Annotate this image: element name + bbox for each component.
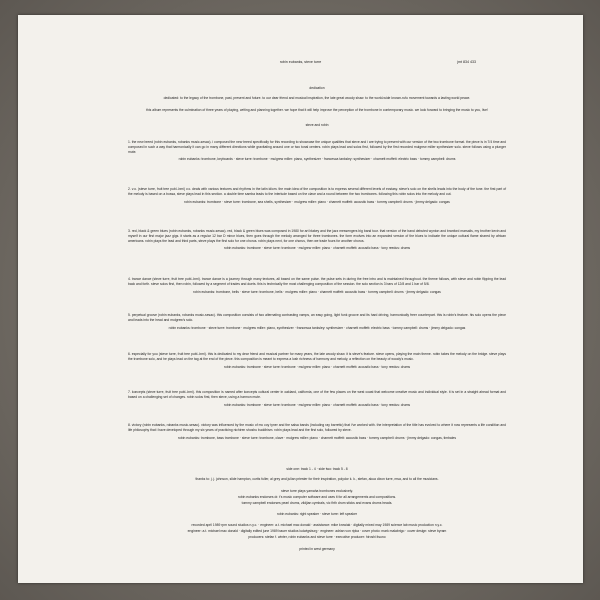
track-6: [128, 352, 506, 369]
track-description: 7. koncepts (steve turre, fruit tree publ.-bmi). this composition is named after koncepts cultural center in oakland, california, one of the few places on the west coast that welcome creative music and individual style. it is set in a straight ahead format and based on a challenging set of changes. robin solos first, then steve, using a harmon mute.: [128, 390, 506, 399]
track-personnel: robin eubanks: trombone, bass trombone · steve turre: trombone, clave · mulgrew miller: piano · charnett moffett: acoustic bass · tommy campbell: drums · jimmy delgado: congas, timbales: [177, 435, 457, 440]
printed-in-footer: printed in west germany: [299, 547, 335, 551]
track-1: [128, 140, 506, 162]
track-description: 3. red, black & green blues (robin eubanks, robanks music-sesac). red, black & green blues was composed in 1980 for art blakey and the jazz messengers big band tour. that version of the band debuted wynton and branford marsalis, my brother kevin and myself in our first major jazz gigs. it starts as a regular 12 bar D minor blues, then goes through the melody arranged for three trombones. the form evolves into an expanded version of the blues to indicate the unique cultural flame shared by african americans. robin plays the lead and third parts, steve plays the first solo for one chorus. robin plays next, for one chorus, then we trade fours for another chorus.: [128, 229, 506, 243]
track-personnel: robin eubanks: trombone, bells · steve turre: trombone, bells · mulgrew miller: piano · charnett moffett: acoustic bass · tommy campbell: drums · jimmy delgado: congas: [193, 289, 441, 294]
intro-text: this album represents the culmination of three years of playing, writing and planning together. we hope that it will help improve the perception of the trombone in contemporary music. we look forward to bringing the music to you, live!: [146, 108, 488, 112]
track-description: 5. perpetual groove (robin eubanks, robanks music-sesac). this composition consists of two alternating contrasting vamps, an easy going, light funk groove and its hard driving, harmonically freer counterpart. this is robin's feature. his solo opens the piece and leads into the head and mulgrew's solo.: [128, 313, 506, 322]
track-8: [128, 423, 506, 440]
endorsement-line: robin eubanks endorses dr. t's music computer software and uses it for all arrangements and compositions.: [237, 495, 397, 499]
track-personnel: robin eubanks: trombone · steve turre: trombone, sea shells, synthesizer · mulgrew miller: piano · charnett moffett: acoustic bass · tommy campbell: drums · jimmy delgado: congas: [184, 199, 450, 204]
intro-signature: steve and robin: [305, 123, 329, 127]
endorsement-line: steve turre plays yamaha trombones exclusively.: [281, 489, 353, 493]
track-personnel: robin eubanks: trombone · steve turre: trombone · mulgrew miller: piano · charnett moffett: acoustic bass · tony reedus: drums: [223, 402, 411, 407]
track-personnel: robin eubanks: trombone · steve turre: trombone · mulgrew miller: piano · charnett moffett: acoustic bass · tony reedus: drums: [223, 246, 411, 251]
track-4: [128, 277, 506, 294]
track-5: [128, 313, 506, 330]
track-personnel: robin eubanks: trombone · steve turre: trombone · mulgrew miller: piano · charnett moffett: acoustic bass · tony reedus: drums: [223, 364, 411, 369]
track-description: 8. victory (robin eubanks, robanks music-sesac). victory was influenced by the music of mc coy tyner and the salsa bands (including ray barretto) that i've worked with. the interpretation of the title has evolved to where it now represents a life condition and life philosophy that i have developed through my six years of practicing nichiren shoshu buddhism. robin plays lead and the first solo, followed by steve.: [128, 423, 506, 432]
credits-line: producers: stefan f. winter, robin eubanks and steve turre · executive producer: hiroshi itsuno: [248, 535, 386, 539]
artists-header: robin eubanks, steve turre: [279, 60, 322, 64]
track-description: 4. trance dance (steve turre, fruit tree publ.-bmi). trance dance is a journey through many textures, all based on the same pulse. the pulse sets in during the free intro and is maintained throughout. the theme follows, with steve and robin flipping the lead back and forth. steve solos first, then robin, followed by a segment of trades and duets. this is technically the most challenging composition of the session. the solo section is 3 bars of 12/8 and 1 bar of 5/8.: [128, 277, 506, 286]
credits-line: recorded april 1989 rpm sound studios n.y.c. · engineer: a.t. michael mac donald · assistance: mike krowiak · digitally mixed may 1989 science lab music production n.y.c.: [191, 523, 443, 527]
catalog-number: jmt 834 433: [457, 60, 476, 64]
dedication-heading: dedication: [309, 86, 325, 90]
track-2: [128, 187, 506, 204]
side-listing: side one: track 1 - 4 · side two: track 5 - 8: [286, 467, 348, 471]
track-description: 2. v.o. (steve turre, fruit tree publ.-bmi) v.o. deals with various textures and rhythms in the latin idiom. the main idea of the composition is to express several different levels of ecstasy. steve's solo on the shells leads into the body of the tune. the first part of the melody is based on a bossa, steve plays lead in this section. a double time samba leads to the interlude based on the clave and a round between the two trombones. following this robin solos into the melody and out.: [128, 187, 506, 196]
record-inner-sleeve: [18, 15, 583, 583]
credits-line: engineer: a.t. michael mac donald · digitally edited june 1989 bauer studios ludwigsburg · engineer: adrian von ripka · cover photo: mark malabrigo · cover design: steve byram: [187, 529, 447, 533]
track-description: 6. especially for you (steve turre, fruit tree publ.-bmi). this is dedicated to my dear friend and musical partner for many years, the late woody shaw. it is steve's feature. steve opens, playing the main theme. robin takes the melody on the bridge. steve plays the trombone solo, and he plays lead on the tag at the end of the piece. this composition is meant to express a lush richness of harmony and melody, a reflection on the beauty of woody's music.: [128, 352, 506, 361]
dedication-text: dedicated: to the legacy of the trombone, past, present and future. to our dear friend and musical inspiration, the late great woody shaw. to the world-wide known-rufu movement towards a lasting world peace.: [163, 96, 471, 100]
thanks-text: thanks to: j. j. johnson, slide hampton, curtis fuller, al grey and julian priester for their inspiration, polydor k. k., stefan, akua dixon turre, msa, and to all the musicians.: [195, 477, 439, 481]
track-description: 1. the new breed (robin eubanks, robanks music-sesac). i composed the new breed specifically for this recording to showcase the unique qualities that steve and i are trying to present with our version of the two trombone format. the piece is in 7/4 time and composed in such a way that harmonically it can go in many different directions while gravitating around one or two tonal centers. robin plays lead and solos first, followed by the first recorded mulgrew miller synthesizer solo. steve follows using a plunger mute.: [128, 140, 506, 154]
track-personnel: robin eubanks: trombone · steve turre: trombone · mulgrew miller: piano, synthesizer · francesca tanksley: synthesizer · charnett moffett: electric bass · tommy campbell: drums · jimmy delgado: congas: [168, 325, 466, 330]
track-7: [128, 390, 506, 407]
speaker-assignment: robin eubanks: right speaker · steve turre: left speaker: [276, 512, 358, 516]
track-personnel: robin eubanks: trombone, keyboards · steve turre: trombone · mulgrew miller: piano, synthesizer · francesca tanksley: synthesizer · charnett moffett: electric bass · tommy campbell: drums: [178, 157, 456, 162]
track-3: [128, 229, 506, 251]
endorsement-line: tommy campbell endorses pearl drums, zildjian cymbals, vic firth drum sticks and evans drums heads.: [241, 501, 393, 505]
